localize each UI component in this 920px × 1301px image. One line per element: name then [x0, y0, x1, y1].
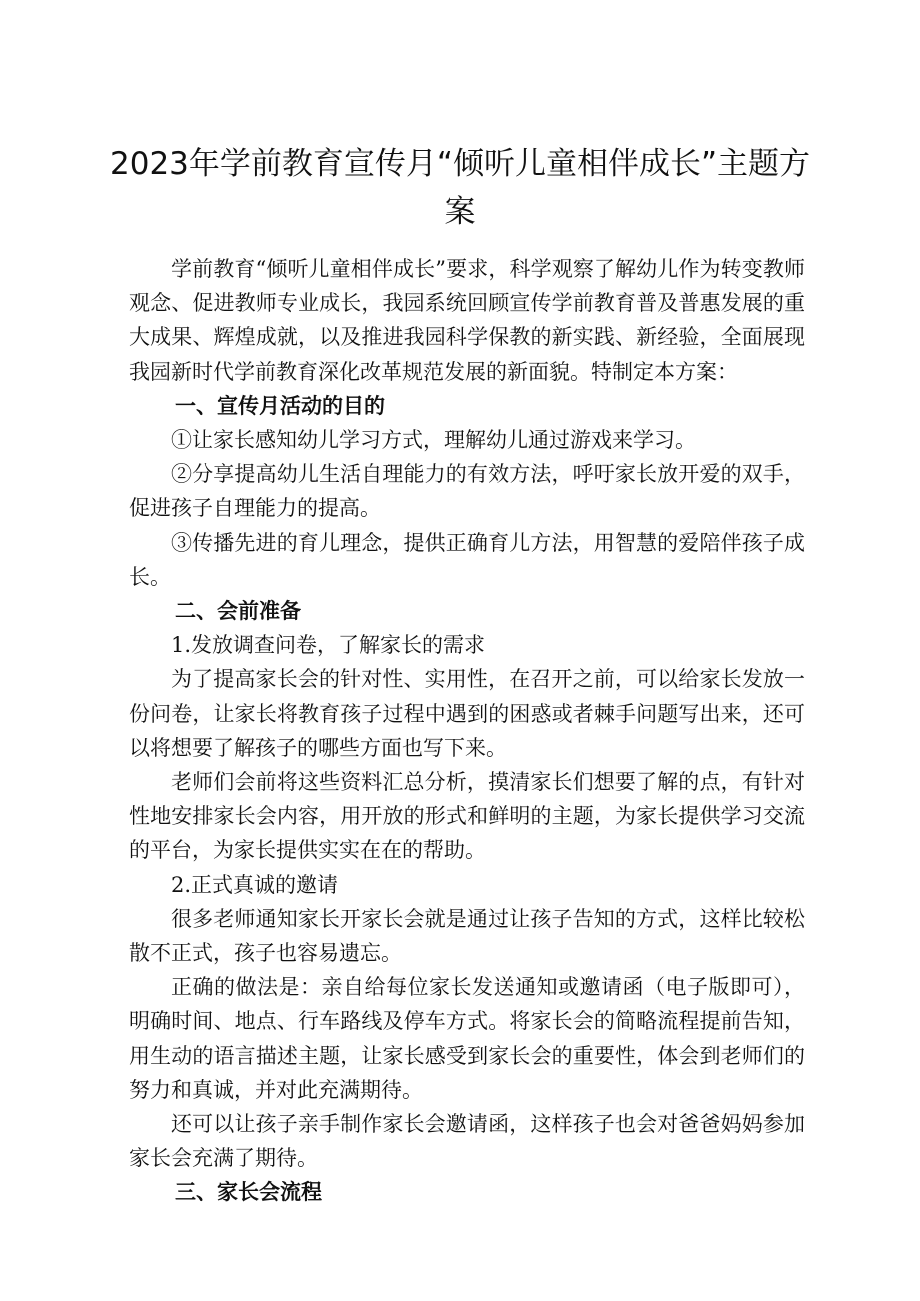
purpose-item-1: ①让家长感知幼儿学习方式，理解幼儿通过游戏来学习。	[171, 428, 696, 453]
intro-paragraph: 学前教育“倾听儿童相伴成长”要求，科学观察了解幼儿作为转变教师观念、促进教师专业成长，我园系统回顾宣传学前教育普及普惠发展的重大成果、辉煌成就，以及推进我园科学保教的新实践、新经验，全面展现我园新时代学前教育深化改革规范发展的新面貌。特制定本方案：	[129, 257, 805, 384]
subheading-questionnaire: 1.发放调查问卷，了解家长的需求	[171, 633, 486, 658]
document-body	[129, 252, 805, 1210]
invitation-paragraph-3: 还可以让孩子亲手制作家长会邀请函，这样孩子也会对爸爸妈妈参加家长会充满了期待。	[129, 1112, 805, 1171]
invitation-paragraph-2: 正确的做法是：亲自给每位家长发送通知或邀请函（电子版即可），明确时间、地点、行车路线及停车方式。将家长会的简略流程提前告知，用生动的语言描述主题，让家长感受到家长会的重要性，体会到老师们的努力和真诚，并对此充满期待。	[129, 975, 805, 1102]
subheading-invitation: 2.正式真诚的邀请	[171, 872, 339, 897]
section-heading-process: 三、家长会流程	[175, 1180, 322, 1205]
purpose-item-2: ②分享提高幼儿生活自理能力的有效方法，呼吁家长放开爱的双手，促进孩子自理能力的提高。	[129, 462, 805, 521]
questionnaire-paragraph-1: 为了提高家长会的针对性、实用性，在召开之前，可以给家长发放一份问卷，让家长将教育孩子过程中遇到的困惑或者棘手问题写出来，还可以将想要了解孩子的哪些方面也写下来。	[129, 667, 805, 760]
section-heading-preparation: 二、会前准备	[175, 599, 301, 624]
invitation-paragraph-1: 很多老师通知家长开家长会就是通过让孩子告知的方式，这样比较松散不正式，孩子也容易遗忘。	[129, 906, 805, 966]
document-title: 2023年学前教育宣传月“倾听儿童相伴成长”主题方案	[110, 146, 811, 230]
purpose-item-3: ③传播先进的育儿理念，提供正确育儿方法，用智慧的爱陪伴孩子成长。	[129, 530, 805, 589]
questionnaire-paragraph-2: 老师们会前将这些资料汇总分析，摸清家长们想要了解的点，有针对性地安排家长会内容，用开放的形式和鲜明的主题，为家长提供学习交流的平台，为家长提供实实在在的帮助。	[129, 770, 805, 863]
section-heading-purpose: 一、宣传月活动的目的	[175, 393, 385, 418]
